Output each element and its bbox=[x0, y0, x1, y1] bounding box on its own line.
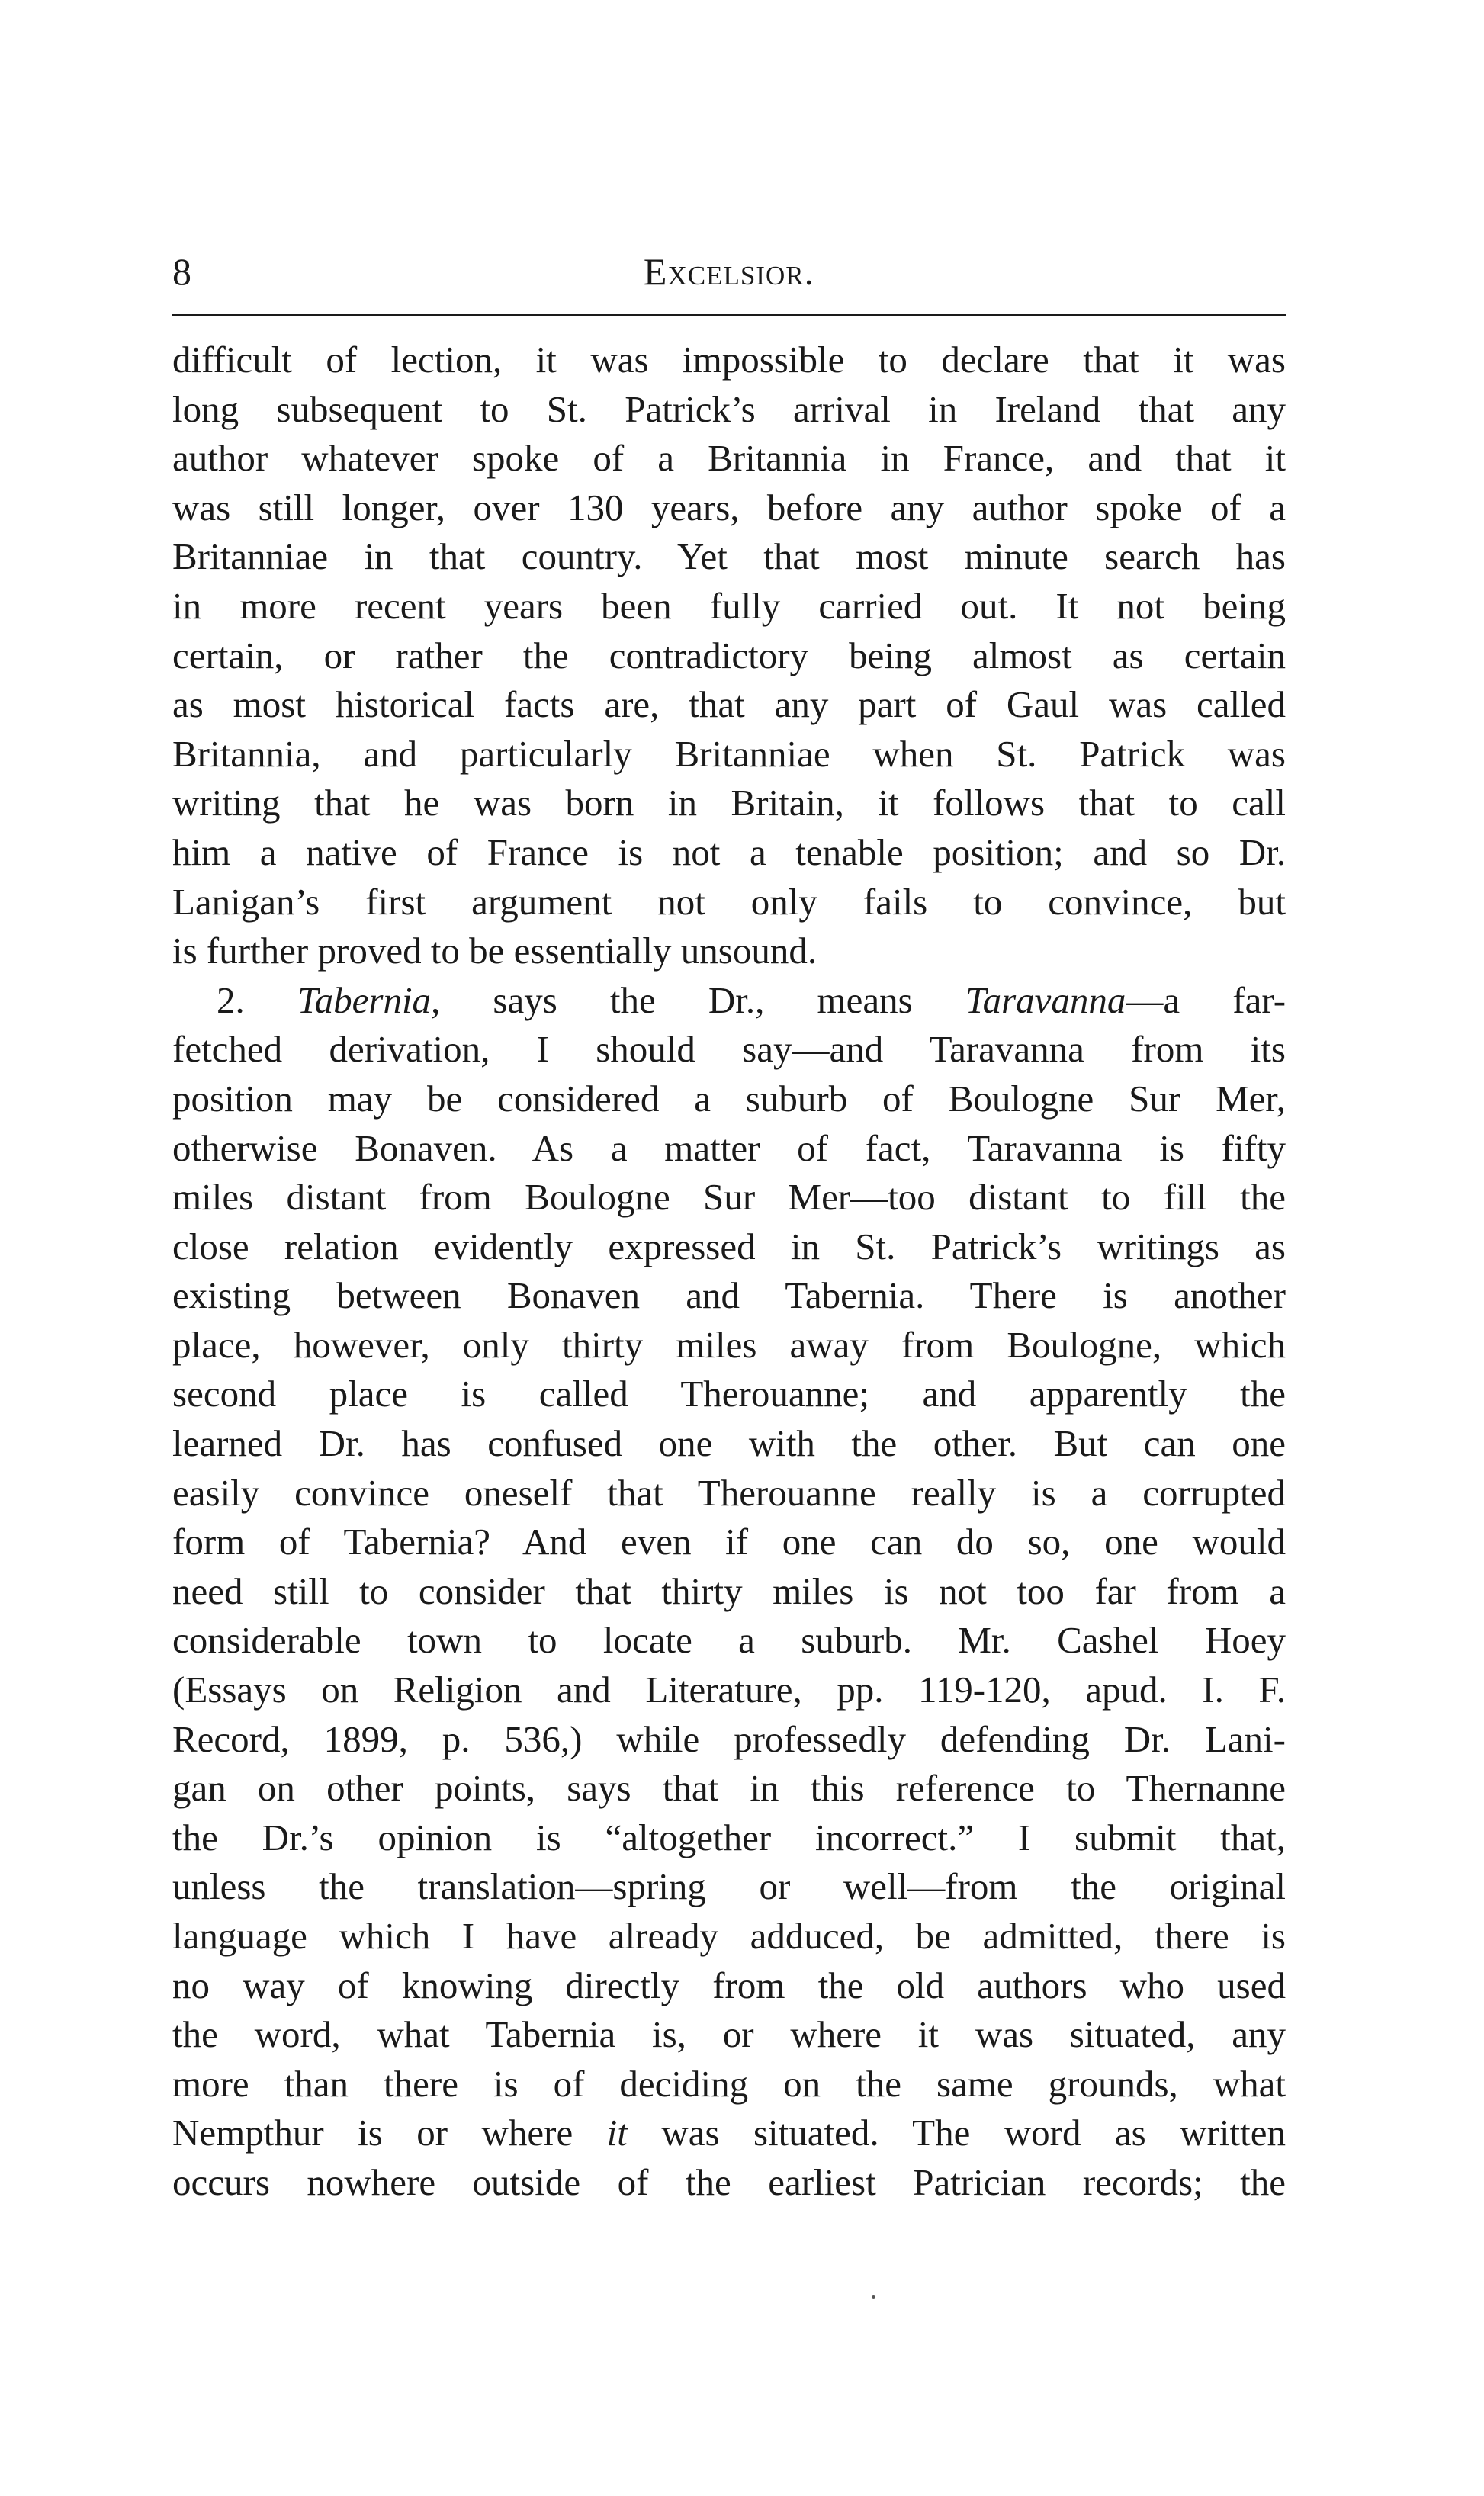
line-text: author whatever spoke of a Britannia in France, and that it bbox=[172, 437, 1286, 480]
text-line bbox=[172, 1469, 1286, 1518]
running-head bbox=[172, 249, 1286, 294]
line-text: learned Dr. has confused one with the other. But can one bbox=[172, 1422, 1286, 1465]
line-text: Lanigan’s first argument not only fails to convince, but bbox=[172, 880, 1286, 923]
line-text: miles distant from Boulogne Sur Mer—too distant to fill the bbox=[172, 1176, 1286, 1219]
text-line bbox=[172, 927, 1286, 976]
line-text: language which I have already adduced, be admitted, there is bbox=[172, 1915, 1286, 1957]
line-segment: was situated. The word as written bbox=[627, 2112, 1286, 2154]
line-text: certain, or rather the contradictory being almost as certain bbox=[172, 634, 1286, 676]
text-line bbox=[172, 483, 1286, 533]
line-text: form of Tabernia? And even if one can do so, one would bbox=[172, 1521, 1286, 1563]
text-line bbox=[172, 434, 1286, 483]
line-text: long subsequent to St. Patrick’s arrival in Ireland that any bbox=[172, 387, 1286, 430]
line-text: position may be considered a suburb of Boulogne Sur Mer, bbox=[172, 1077, 1286, 1120]
text-line bbox=[172, 385, 1286, 435]
text-line bbox=[172, 828, 1286, 878]
text-line bbox=[172, 1616, 1286, 1666]
line-text: is further proved to be essentially unsound. bbox=[172, 930, 817, 972]
text-line bbox=[172, 730, 1286, 779]
text-line bbox=[172, 532, 1286, 582]
line-segment: 2. bbox=[217, 978, 297, 1021]
line-text: him a native of France is not a tenable position; and so Dr. bbox=[172, 830, 1286, 873]
text-line bbox=[172, 1715, 1286, 1765]
italic-term: Taravanna bbox=[965, 978, 1126, 1021]
text-line bbox=[172, 680, 1286, 730]
italic-term: Tabernia bbox=[297, 978, 432, 1021]
italic-term: it bbox=[606, 2112, 628, 2154]
text-line bbox=[172, 1961, 1286, 2011]
line-text: in more recent years been fully carried out. It not being bbox=[172, 584, 1286, 627]
running-title: Excelsior. bbox=[643, 250, 815, 293]
text-line bbox=[172, 2158, 1286, 2208]
line-text: (Essays on Religion and Literature, pp. 119-120, apud. I. F. bbox=[172, 1669, 1286, 1711]
text-line bbox=[172, 1813, 1286, 1863]
line-text: close relation evidently expressed in St. Patrick’s writings as bbox=[172, 1225, 1286, 1267]
line-text: was still longer, over 130 years, before any author spoke of a bbox=[172, 486, 1286, 528]
line-text: the word, what Tabernia is, or where it was situated, any bbox=[172, 2013, 1286, 2056]
text-line bbox=[172, 976, 1286, 1026]
line-text: gan on other points, says that in this reference to Thernanne bbox=[172, 1767, 1286, 1810]
line-text: Britanniae in that country. Yet that most minute search has bbox=[172, 535, 1286, 578]
text-line bbox=[172, 582, 1286, 631]
line-segment: —a far- bbox=[1126, 978, 1286, 1021]
text-line bbox=[172, 2060, 1286, 2109]
line-text: otherwise Bonaven. As a matter of fact, Taravanna is fifty bbox=[172, 1126, 1286, 1169]
line-text: Britannia, and particularly Britanniae when St. Patrick was bbox=[172, 732, 1286, 775]
text-line bbox=[172, 1025, 1286, 1075]
text-line bbox=[172, 1912, 1286, 1961]
text-line bbox=[172, 1666, 1286, 1715]
line-text: fetched derivation, I should say—and Taravanna from its bbox=[172, 1028, 1286, 1071]
line-text: easily convince oneself that Therouanne really is a corrupted bbox=[172, 1471, 1286, 1514]
text-line bbox=[172, 1222, 1286, 1272]
text-line bbox=[172, 779, 1286, 828]
text-line bbox=[172, 1764, 1286, 1813]
text-line bbox=[172, 1075, 1286, 1124]
line-text: second place is called Therouanne; and apparently the bbox=[172, 1373, 1286, 1415]
text-line bbox=[172, 1370, 1286, 1419]
line-text: writing that he was born in Britain, it follows that to call bbox=[172, 782, 1286, 824]
line-text: existing between Bonaven and Tabernia. There is another bbox=[172, 1274, 1286, 1317]
text-line bbox=[172, 336, 1286, 385]
page-number: 8 bbox=[172, 250, 191, 293]
line-text: considerable town to locate a suburb. Mr. Cashel Hoey bbox=[172, 1619, 1286, 1662]
text-line bbox=[172, 2010, 1286, 2060]
line-text: unless the translation—spring or well—from the original bbox=[172, 1865, 1286, 1908]
text-line bbox=[172, 2109, 1286, 2158]
text-line bbox=[172, 1271, 1286, 1321]
line-text: more than there is of deciding on the same grounds, what bbox=[172, 2062, 1286, 2105]
text-line bbox=[172, 1321, 1286, 1370]
text-line bbox=[172, 1173, 1286, 1222]
text-line bbox=[172, 1567, 1286, 1617]
line-text: Record, 1899, p. 536,) while professedly defending Dr. Lani- bbox=[172, 1717, 1286, 1760]
line-text: difficult of lection, it was impossible to declare that it was bbox=[172, 339, 1286, 381]
line-text: the Dr.’s opinion is “altogether incorrect.” I submit that, bbox=[172, 1816, 1286, 1858]
text-line bbox=[172, 1124, 1286, 1174]
line-text: need still to consider that thirty miles is not too far from a bbox=[172, 1569, 1286, 1612]
ink-speck bbox=[872, 2295, 875, 2299]
text-line bbox=[172, 878, 1286, 927]
body-text bbox=[172, 336, 1286, 2208]
line-text: as most historical facts are, that any part of Gaul was called bbox=[172, 683, 1286, 726]
line-text: no way of knowing directly from the old authors who used bbox=[172, 1964, 1286, 2006]
line-segment: , says the Dr., means bbox=[431, 978, 965, 1021]
text-line bbox=[172, 1419, 1286, 1469]
line-text: occurs nowhere outside of the earliest Patrician records; the bbox=[172, 2160, 1286, 2203]
text-line bbox=[172, 631, 1286, 681]
line-text: place, however, only thirty miles away from Boulogne, which bbox=[172, 1323, 1286, 1366]
header-rule bbox=[172, 314, 1286, 316]
text-line bbox=[172, 1518, 1286, 1567]
text-line bbox=[172, 1862, 1286, 1912]
line-segment: Nempthur is or where bbox=[172, 2112, 607, 2154]
